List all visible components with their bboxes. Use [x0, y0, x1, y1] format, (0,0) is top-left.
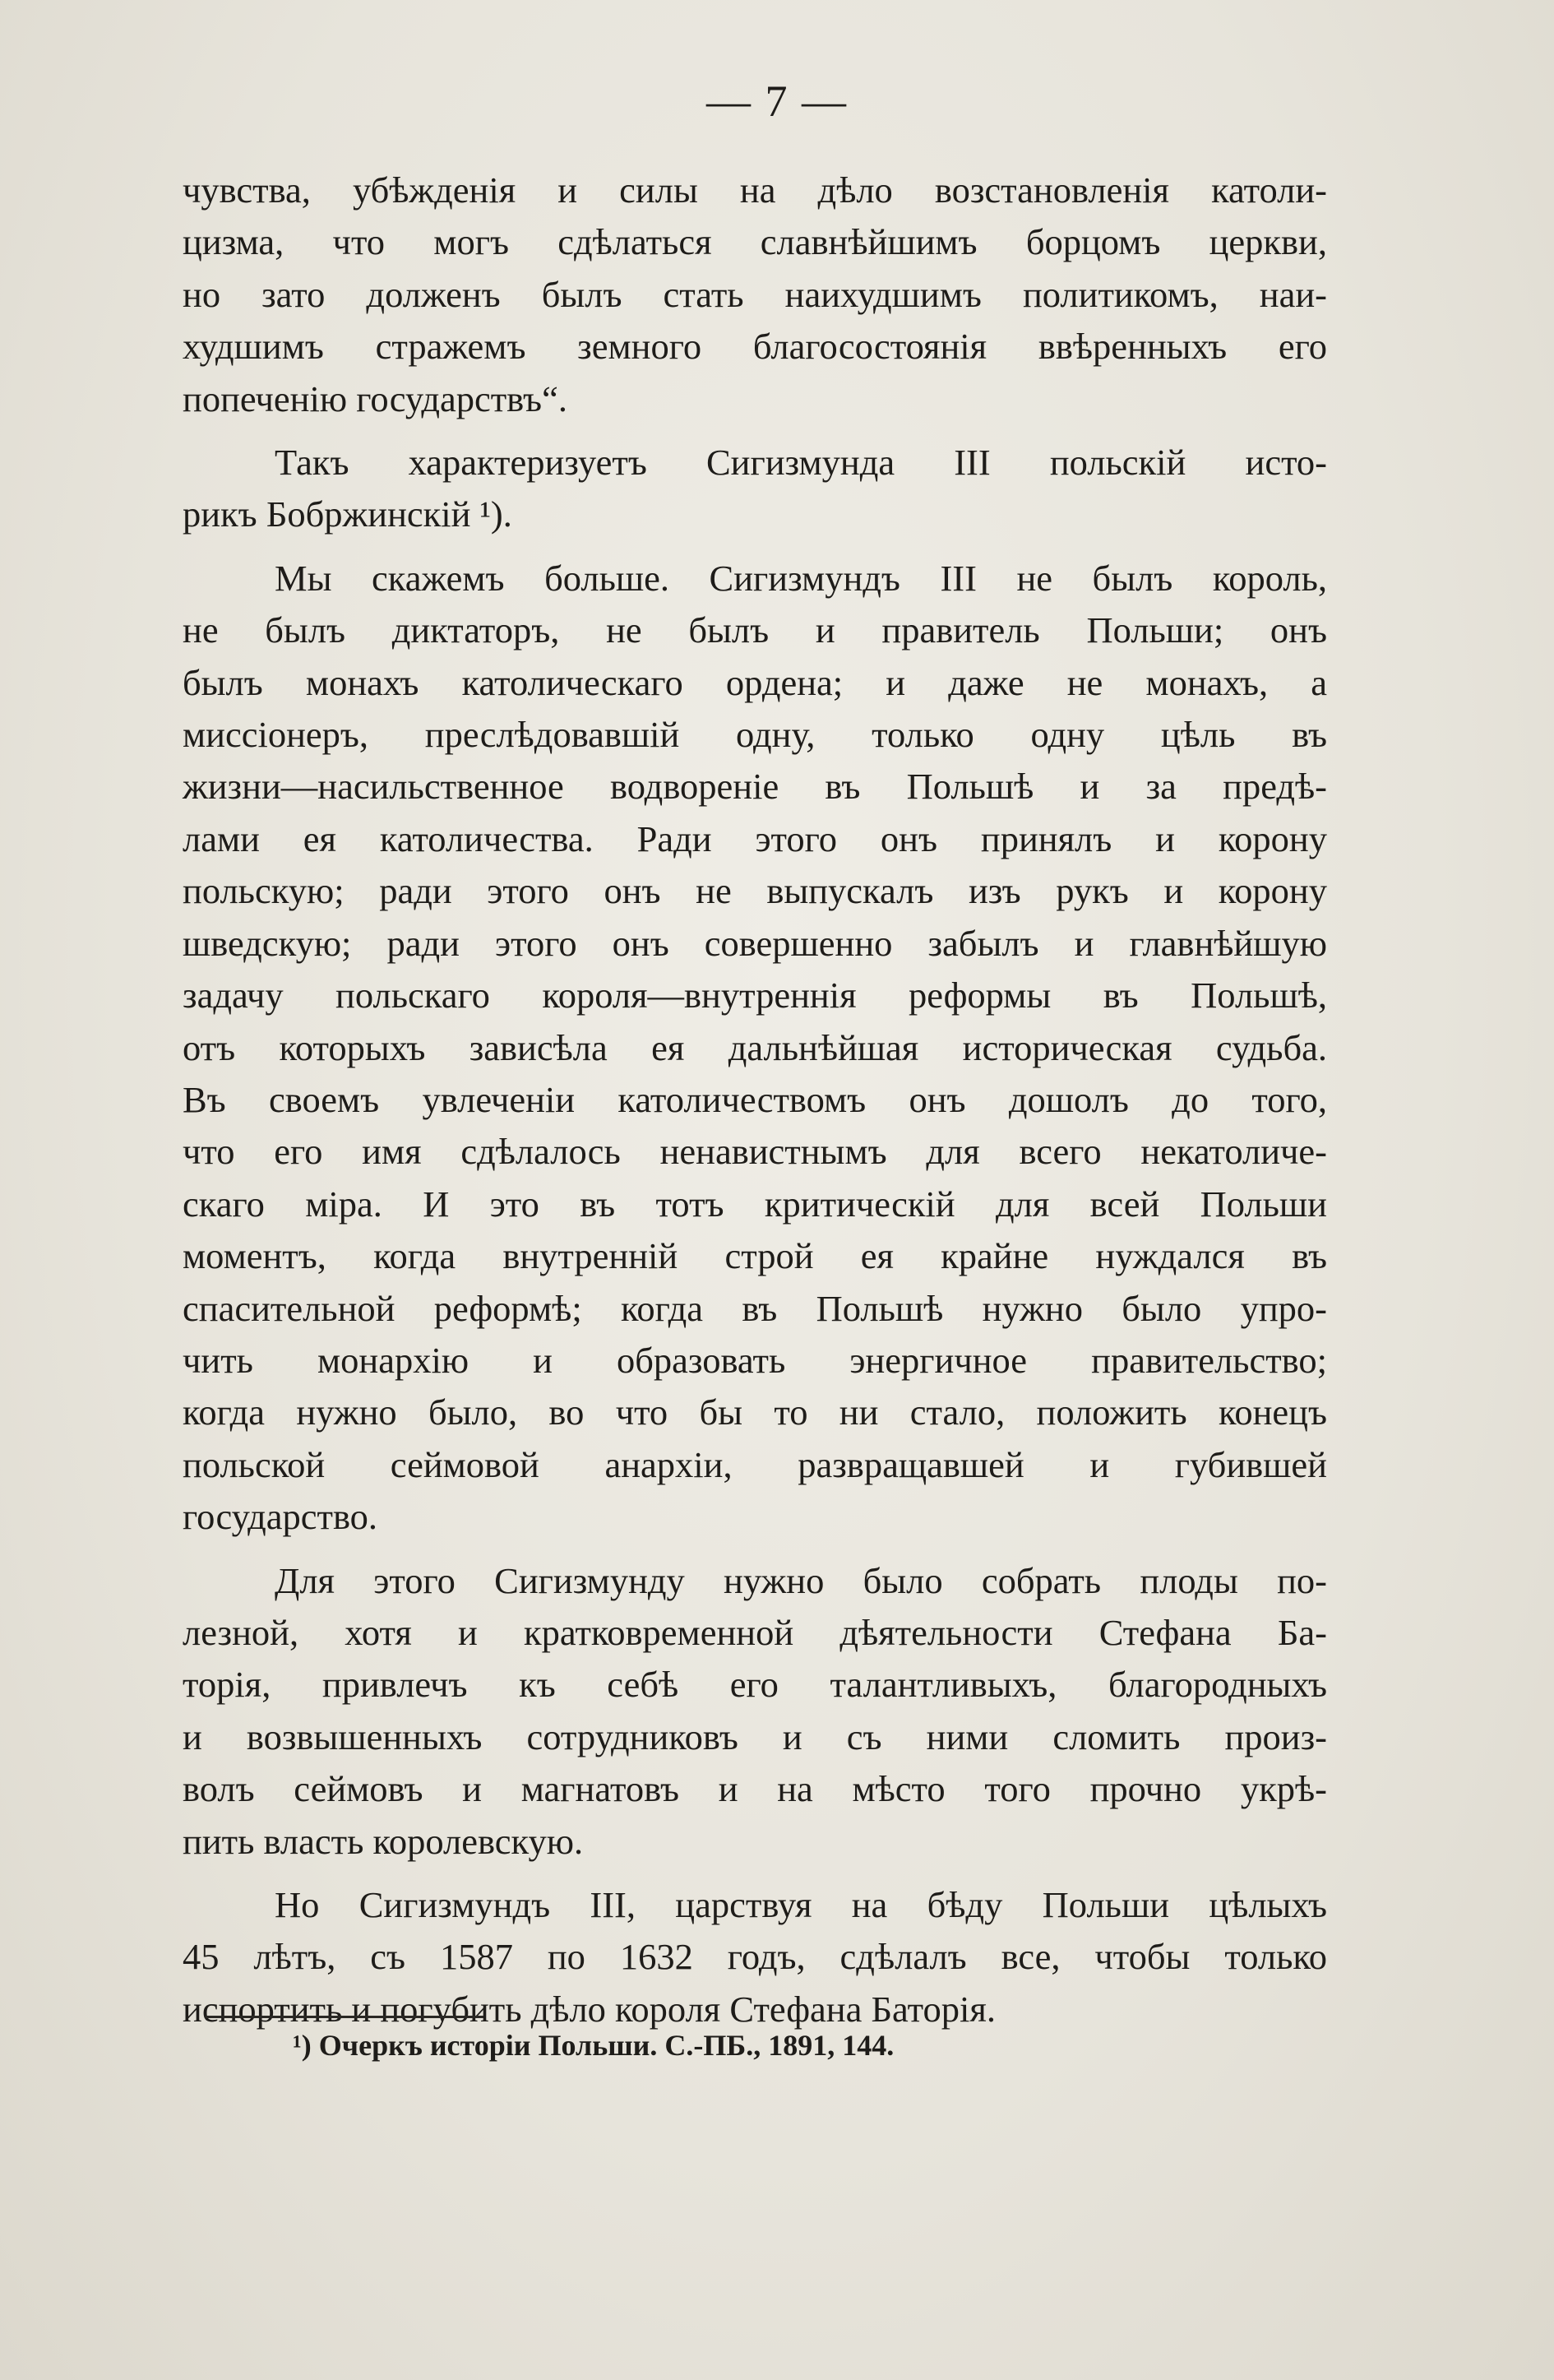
text-line: миссіонеръ, преслѣдовавшій одну, только одну цѣль въ [183, 714, 1327, 756]
text-line: 45 лѣтъ, съ 1587 по 1632 годъ, сдѣлалъ все, чтобы только [183, 1936, 1327, 1978]
text-line: что его имя сдѣлалось ненавистнымъ для всего некатоличе- [183, 1131, 1327, 1173]
text-line: Въ своемъ увлеченіи католичествомъ онъ дошолъ до того, [183, 1078, 1327, 1120]
footnote-rule [206, 2016, 483, 2018]
paragraph [183, 437, 1327, 541]
text-line: когда нужно было, во что бы то ни стало, положить конецъ [183, 1391, 1327, 1433]
text-line: государство. [183, 1496, 378, 1538]
text-line: задачу польскаго короля—внутреннія реформы въ Польшѣ, [183, 975, 1327, 1016]
text-line: шведскую; ради этого онъ совершенно забылъ и главнѣйшую [183, 922, 1327, 964]
text-line: испортить и погубить дѣло короля Стефана Баторія. [183, 1988, 996, 2030]
text-line: Для этого Сигизмунду нужно было собрать плоды по- [275, 1559, 1327, 1601]
body-text [183, 164, 1327, 2035]
text-line: но зато долженъ былъ стать наихудшимъ политикомъ, наи- [183, 273, 1327, 315]
text-line: пить власть королевскую. [183, 1820, 584, 1862]
text-line: лезной, хотя и кратковременной дѣятельности Стефана Ба- [183, 1611, 1327, 1653]
text-line: попеченію государствъ“. [183, 377, 567, 419]
text-line: торія, привлечъ къ себѣ его талантливыхъ, благородныхъ [183, 1664, 1327, 1706]
text-line: худшимъ стражемъ земного благосостоянія ввѣренныхъ его [183, 326, 1327, 368]
text-line: и возвышенныхъ сотрудниковъ и съ ними сломить произ- [183, 1716, 1327, 1757]
text-line: Такъ характеризуетъ Сигизмунда III польскій исто- [275, 442, 1327, 484]
text-line: скаго міра. И это въ тотъ критическій для всей Польши [183, 1183, 1327, 1225]
text-line: чить монархію и образовать энергичное правительство; [183, 1339, 1327, 1381]
paragraph [183, 1555, 1327, 1868]
text-line: Но Сигизмундъ III, царствуя на бѣду Польши цѣлыхъ [275, 1884, 1327, 1925]
text-line: рикъ Бобржинскій ¹). [183, 493, 512, 535]
text-line: чувства, убѣжденія и силы на дѣло возстановленія католи- [183, 169, 1327, 211]
text-line: спасительной реформѣ; когда въ Польшѣ нужно было упро- [183, 1287, 1327, 1329]
text-line: былъ монахъ католическаго ордена; и даже не монахъ, а [183, 661, 1327, 703]
text-line: Мы скажемъ больше. Сигизмундъ III не былъ король, [275, 557, 1327, 599]
text-line: отъ которыхъ зависѣла ея дальнѣйшая историческая судьба. [183, 1026, 1327, 1068]
paragraph [183, 164, 1327, 425]
text-line: польскую; ради этого онъ не выпускалъ изъ рукъ и корону [183, 870, 1327, 912]
page-number: — 7 — [706, 76, 848, 126]
text-line: не былъ диктаторъ, не былъ и правитель Польши; онъ [183, 609, 1327, 651]
text-line: польской сеймовой анархіи, развращавшей и губившей [183, 1443, 1327, 1485]
paragraph [183, 1879, 1327, 2035]
text-line: лами ея католичества. Ради этого онъ принялъ и корону [183, 817, 1327, 859]
footnote: ¹) Очеркъ исторіи Польши. С.-ПБ., 1891, 144. [293, 2029, 895, 2062]
paragraph [183, 553, 1327, 1544]
text-line: цизма, что могъ сдѣлаться славнѣйшимъ борцомъ церкви, [183, 221, 1327, 263]
text-line: волъ сеймовъ и магнатовъ и на мѣсто того прочно укрѣ- [183, 1768, 1327, 1810]
text-line: моментъ, когда внутренній строй ея крайне нуждался въ [183, 1235, 1327, 1277]
text-line: жизни—насильственное водвореніе въ Польшѣ и за предѣ- [183, 766, 1327, 808]
